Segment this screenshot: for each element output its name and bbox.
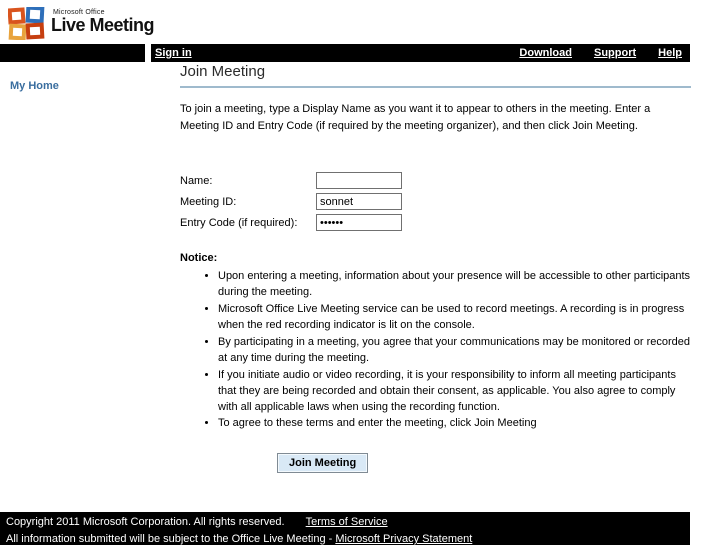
entry-code-row: [180, 212, 691, 233]
notice-item: • Upon entering a meeting, information about your presence will be accessible to other participants during the meeting.: [218, 269, 691, 301]
entry-code-input[interactable]: [316, 214, 402, 231]
button-row: [277, 453, 691, 473]
top-nav-bar: [0, 44, 690, 62]
brand-small-label: Microsoft Office: [53, 9, 105, 16]
support-link[interactable]: Support: [593, 47, 637, 59]
name-row: [180, 170, 691, 191]
download-link[interactable]: Download: [519, 47, 572, 59]
sidebar-item-my-home[interactable]: My Home: [10, 80, 59, 92]
sign-in-link[interactable]: Sign in: [155, 47, 192, 59]
notice-item: • If you initiate audio or video recording, it is your responsibility to inform all meeting participants that they are being recorded and obtain their consent, as applicable. You also agree to comply with all applicable laws when using the recording function.: [218, 368, 691, 416]
copyright-text: Copyright 2011 Microsoft Corporation. All rights reserved.: [6, 516, 285, 528]
privacy-statement-link[interactable]: Microsoft Privacy Statement: [335, 533, 473, 545]
footer-copyright-line: [0, 512, 690, 528]
page-title: Join Meeting: [180, 63, 691, 88]
notice-heading: Notice:: [180, 252, 218, 264]
privacy-prefix-text: All information submitted will be subject to the Office Live Meeting -: [6, 533, 336, 545]
nav-left-segment: [0, 44, 145, 62]
entry-code-label: Entry Code (if required):: [180, 216, 298, 229]
intro-text: To join a meeting, type a Display Name as you want it to appear to others in the meeting. Enter a Meeting ID and Entry Code (if required by the meeting organizer), and then click Join Meeting.: [180, 103, 651, 132]
app-logo: [8, 7, 154, 40]
meeting-id-input[interactable]: [316, 193, 402, 210]
join-form: [180, 170, 691, 233]
footer-bar: [0, 512, 690, 545]
join-meeting-button[interactable]: Join Meeting: [277, 453, 368, 473]
help-link[interactable]: Help: [658, 47, 682, 59]
meeting-id-row: [180, 191, 691, 212]
logo-text: [51, 7, 154, 36]
notice-list: [180, 269, 691, 432]
notice-item: • By participating in a meeting, you agree that your communications may be monitored or recorded at any time during the meeting.: [218, 335, 691, 367]
terms-of-service-link[interactable]: Terms of Service: [305, 516, 388, 528]
footer-privacy-line: [0, 528, 690, 545]
office-logo-icon: [8, 7, 46, 40]
name-input[interactable]: [316, 172, 402, 189]
notice-item: • Microsoft Office Live Meeting service can be used to record meetings. A recording is in progress when the red recording indicator is lit on the console.: [218, 302, 691, 334]
brand-large-label: Live Meeting: [51, 15, 155, 35]
name-label: Name:: [180, 174, 213, 187]
nav-right-segment: [151, 44, 690, 62]
notice-item: • To agree to these terms and enter the meeting, click Join Meeting: [218, 416, 691, 432]
meeting-id-label: Meeting ID:: [180, 195, 237, 208]
notice-section: [180, 252, 691, 432]
main-content: [180, 63, 691, 473]
